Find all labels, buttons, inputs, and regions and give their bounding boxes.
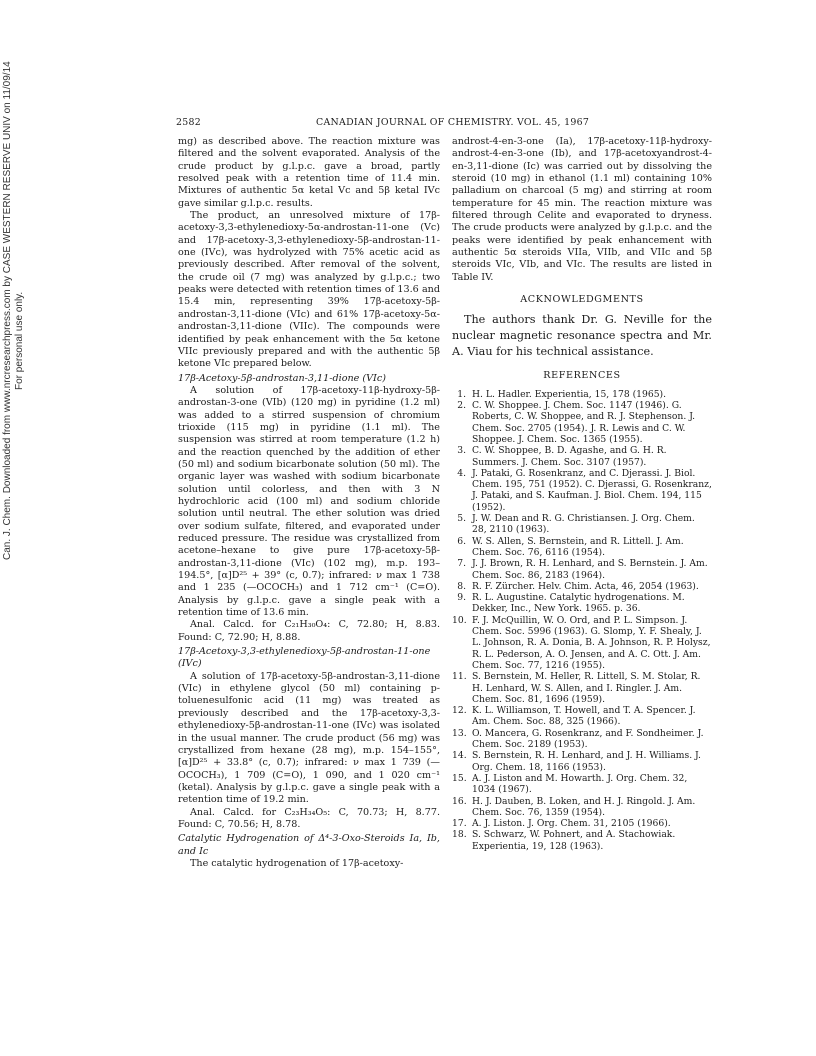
reference-number: 11. (452, 671, 467, 683)
reference-text: J. J. Brown, R. H. Lenhard, and S. Bernstein. J. Am. Chem. Soc. 86, 2183 (1964). (472, 558, 708, 581)
reference-number: 1. (457, 388, 466, 400)
reference-text: A. J. Liston. J. Org. Chem. 31, 2105 (1966). (472, 818, 671, 830)
reference-number: 13. (452, 727, 467, 739)
download-notice-line-2: For personal use only. (14, 291, 25, 390)
reference-item (452, 796, 712, 819)
section-heading: 17β-Acetoxy-3,3-ethylenedioxy-5β-androstan-11-one (IVc) (178, 646, 431, 670)
reference-item (452, 445, 712, 468)
reference-item (452, 581, 712, 592)
reference-number: 3. (457, 445, 466, 457)
running-title: CANADIAN JOURNAL OF CHEMISTRY. VOL. 45, 1967 (316, 117, 590, 128)
reference-number: 14. (452, 750, 467, 762)
section-heading: 17β-Acetoxy-5β-androstan-3,11-dione (VIc) (178, 372, 386, 384)
reference-number: 15. (452, 772, 467, 784)
reference-number: 7. (457, 558, 466, 570)
reference-item (452, 513, 712, 536)
reference-item (452, 773, 712, 796)
reference-item (452, 615, 712, 671)
reference-item (452, 671, 712, 705)
section-heading: Catalytic Hydrogenation of Δ⁴-3-Oxo-Steroids Ia, Ib, and Ic (178, 833, 440, 857)
reference-number: 16. (452, 795, 467, 807)
paragraph: A solution of 17β-acetoxy-11β-hydroxy-5β-androstan-3-one (VIb) (120 mg) in pyridine (1.2 ml) was added to a stirred suspension of chromium trioxide (115 mg) in pyridine (1.1 ml). The suspension was stirred at room temperature (1.2 h) and the reaction quenched by the addition of ether (50 ml) and sodium bicarbonate solution (50 ml). The organic layer was washed with sodium bicarbonate solution until colorless, and then with 3 N hydrochloric acid (100 ml) and sodium chloride solution until neutral. The ether solution was dried over sodium sulfate, filtered, and evaporated under reduced pressure. The residue was crystallized from acetone–hexane to give pure 17β-acetoxy-5β-androstan-3,11-dione (VIc) (102 mg), m.p. 193–194.5°, [α]D²⁵ + 39° (c, 0.7); infrared: ν max 1 738 and 1 235 (—OCOCH₃) and 1 712 cm⁻¹ (C=O). Analysis by g.l.p.c. gave a single peak with a retention time of 13.6 min. (178, 384, 440, 619)
reference-number: 6. (457, 535, 466, 547)
paragraph: androst-4-en-3-one (Ia), 17β-acetoxy-11β-hydroxy-androst-4-en-3-one (Ib), and 17β-acetoxyandrost-4-en-3,11-dione (Ic) was carried out by dissolving the steroid (10 mg) in ethanol (1.1 ml) containing 10% palladium on charcoal (5 mg) and stirring at room temperature for 45 min. The reaction mixture was filtered through Celite and evaporated to dryness. The crude products were analyzed by g.l.p.c. and the peaks were identified by peak enhancement with authentic 5α steroids VIIa, VIIb, and VIIc and 5β steroids VIc, VIb, and VIc. The results are listed in Table IV. (452, 136, 712, 283)
running-header (176, 117, 712, 131)
download-notice-line-1: Can. J. Chem. Downloaded from www.nrcresearchpress.com by CASE WESTERN RESERVE UNIV on 11/09/14 (2, 61, 13, 560)
reference-text: K. L. Williamson, T. Howell, and T. A. Spencer. J. Am. Chem. Soc. 88, 325 (1966). (472, 705, 696, 728)
analysis-paragraph: Anal. Calcd. for C₂₃H₃₄O₅: C, 70.73; H, 8.77. Found: C, 70.56; H, 8.78. (178, 806, 440, 830)
reference-text: F. J. McQuillin, W. O. Ord, and P. L. Simpson. J. Chem. Soc. 5996 (1963). G. Slomp, Y. F. Shealy, J. L. Johnson, R. A. Donia, B. A. Johnson, R. P. Holysz, R. L. Pederson, A. O. Jensen, and A. C. Ott. J. Am. Chem. Soc. 77, 1216 (1955). (472, 614, 711, 671)
reference-text: C. W. Shoppee. J. Chem. Soc. 1147 (1946). G. Roberts, C. W. Shoppee, and R. J. Stephenson. J. Chem. Soc. 2705 (1954). J. R. Lewis and C. W. Shoppee. J. Chem. Soc. 1365 (1955). (472, 400, 696, 445)
reference-text: A. J. Liston and M. Howarth. J. Org. Chem. 32, 1034 (1967). (472, 772, 688, 796)
reference-text: J. W. Dean and R. G. Christiansen. J. Org. Chem. 28, 2110 (1963). (472, 513, 695, 536)
reference-item (452, 389, 712, 400)
reference-text: C. W. Shoppee, B. D. Agashe, and G. H. R. Summers. J. Chem. Soc. 3107 (1957). (472, 445, 667, 468)
reference-number: 18. (452, 829, 467, 841)
references-heading: REFERENCES (543, 370, 621, 382)
reference-number: 4. (457, 467, 466, 479)
reference-number: 9. (457, 592, 466, 604)
reference-text: J. Pataki, G. Rosenkranz, and C. Djerassi. J. Biol. Chem. 195, 751 (1952). C. Djerassi, G. Rosenkranz, J. Pataki, and S. Kaufman. J. Biol. Chem. 194, 115 (1952). (472, 467, 712, 513)
reference-text: R. L. Augustine. Catalytic hydrogenations. M. Dekker, Inc., New York. 1965. p. 36. (472, 592, 685, 615)
reference-item (452, 400, 712, 445)
reference-number: 17. (452, 818, 467, 830)
paragraph: A solution of 17β-acetoxy-5β-androstan-3,11-dione (VIc) in ethylene glycol (50 ml) containing p-toluenesulfonic acid (11 mg) was treated as previously described and the 17β-acetoxy-3,3-ethylenedioxy-5β-androstan-11-one (IVc) was isolated in the usual manner. The crude product (56 mg) was crystallized from hexane (28 mg), m.p. 154–155°, [α]D²⁵ + 33.8° (c, 0.7); infrared: ν max 1 739 (—OCOCH₃), 1 709 (C=O), 1 090, and 1 020 cm⁻¹ (ketal). Analysis by g.l.p.c. gave a single peak with a retention time of 19.2 min. (178, 670, 440, 806)
reference-item (452, 536, 712, 559)
reference-number: 10. (452, 614, 467, 626)
reference-item (452, 750, 712, 773)
reference-number: 5. (457, 513, 466, 525)
right-column (452, 136, 712, 852)
reference-text: S. Bernstein, M. Heller, R. Littell, S. M. Stolar, R. H. Lenhard, W. S. Allen, and I. Ringler. J. Am. Chem. Soc. 81, 1696 (1959). (472, 671, 701, 705)
reference-item (452, 558, 712, 581)
reference-item (452, 829, 712, 852)
reference-text: H. J. Dauben, B. Loken, and H. J. Ringold. J. Am. Chem. Soc. 76, 1359 (1954). (472, 795, 696, 818)
paragraph: mg) as described above. The reaction mixture was filtered and the solvent evaporated. Analysis of the crude product by g.l.p.c. gave a broad, partly resolved peak with a retention time of 11.4 min. Mixtures of authentic 5α ketal Vc and 5β ketal IVc gave similar g.l.p.c. results. (178, 136, 440, 209)
reference-number: 12. (452, 705, 467, 717)
reference-text: S. Bernstein, R. H. Lenhard, and J. H. Williams. J. Org. Chem. 18, 1166 (1953). (472, 750, 701, 773)
reference-list (452, 389, 712, 852)
reference-text: H. L. Hadler. Experientia, 15, 178 (1965). (472, 388, 667, 400)
acknowledgments-text: The authors thank Dr. G. Neville for the nuclear magnetic resonance spectra and Mr. A. Viau for his technical assistance. (452, 313, 712, 359)
paragraph: The product, an unresolved mixture of 17β-acetoxy-3,3-ethylenedioxy-5α-androstan-11-one (Vc) and 17β-acetoxy-3,3-ethylenedioxy-5β-androstan-11-one (IVc), was hydrolyzed with 75% acetic acid as previously described. After removal of the solvent, the crude oil (7 mg) was analyzed by g.l.p.c.; two peaks were detected with retention times of 13.6 and 15.4 min, representing 39% 17β-acetoxy-5β-androstan-3,11-dione (VIc) and 61% 17β-acetoxy-5α-androstan-3,11-dione (VIIc). The compounds were identified by peak enhancement with the 5α ketone VIIc previously prepared and with the authentic 5β ketone VIc prepared below. (178, 210, 440, 370)
reference-number: 8. (457, 580, 466, 592)
acknowledgments-heading: ACKNOWLEDGMENTS (520, 294, 644, 306)
reference-text: W. S. Allen, S. Bernstein, and R. Littell. J. Am. Chem. Soc. 76, 6116 (1954). (472, 535, 684, 558)
reference-item (452, 728, 712, 751)
page-number: 2582 (176, 117, 202, 128)
reference-number: 2. (457, 400, 466, 412)
reference-item (452, 705, 712, 728)
reference-text: R. F. Zürcher. Helv. Chim. Acta, 46, 2054 (1963). (472, 580, 699, 592)
reference-item (452, 592, 712, 615)
download-notice (2, 61, 26, 560)
analysis-paragraph: Anal. Calcd. for C₂₁H₃₀O₄: C, 72.80; H, 8.83. Found: C, 72.90; H, 8.88. (178, 619, 440, 643)
reference-item (452, 818, 712, 829)
reference-text: O. Mancera, G. Rosenkranz, and F. Sondheimer. J. Chem. Soc. 2189 (1953). (472, 727, 704, 751)
left-column (178, 136, 440, 870)
paragraph: The catalytic hydrogenation of 17β-acetoxy- (190, 857, 404, 869)
reference-item (452, 468, 712, 513)
reference-text: S. Schwarz, W. Pohnert, and A. Stachowiak. Experientia, 19, 128 (1963). (472, 829, 676, 852)
